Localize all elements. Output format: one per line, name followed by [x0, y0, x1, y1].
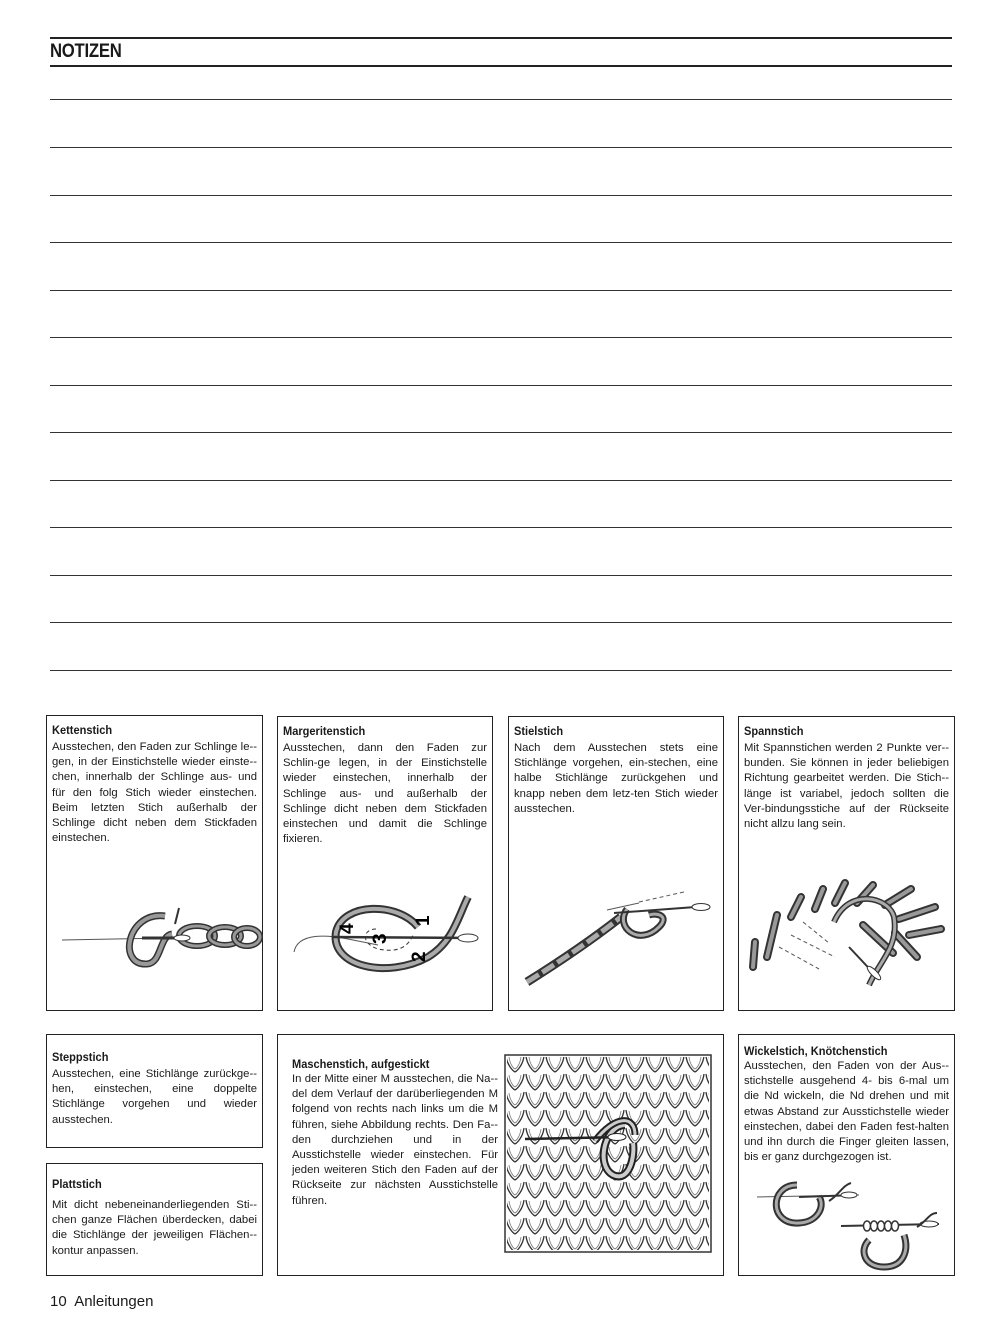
card-maschenstich	[277, 1034, 724, 1276]
card-text: Ausstechen, den Faden von der Aus-stichstelle ausgehend 4- bis 6-mal um die Nd wickeln, die Nd drehen und mit etwas Abstand zur Ausstichstelle wieder einstechen, dabei den Faden fest-halten und ihn durch die Finger gleiten lassen, bis er ganz durchgezogen ist.	[744, 1060, 949, 1164]
card-title: Steppstich	[52, 1050, 109, 1064]
note-line	[50, 290, 952, 291]
card-spannstich	[738, 716, 955, 1011]
page-number: 10	[50, 1293, 67, 1310]
card-title: Wickelstich, Knötchenstich	[744, 1044, 888, 1058]
card-title: Spannstich	[744, 724, 804, 738]
straight-stitch-illustration	[739, 717, 956, 1012]
note-line	[50, 99, 952, 100]
note-line	[50, 147, 952, 148]
card-kettenstich	[46, 715, 263, 1011]
step-label: 4	[337, 923, 358, 934]
page-title: NOTIZEN	[50, 41, 122, 62]
duplicate-stitch-illustration	[505, 1055, 711, 1252]
page-footer	[50, 1293, 153, 1310]
card-text: Mit dicht nebeneinanderliegenden Sti-chen ganze Flächen überdecken, dabei die Stichlänge der jeweiligen Flächen-kontur anpassen.	[52, 1199, 257, 1257]
note-line	[50, 527, 952, 528]
header-bottom-rule	[50, 65, 952, 67]
step-label: 2	[409, 951, 430, 962]
note-line	[50, 242, 952, 243]
note-line	[50, 385, 952, 386]
card-text: Ausstechen, dann den Faden zur Schlin-ge legen, in der Einstichstelle wieder einstechen, innerhalb der Schlinge aus- und außerhalb der Schlinge dicht neben dem Stickfaden einstechen und damit die Schlinge fixieren.	[283, 742, 487, 846]
card-title: Plattstich	[52, 1177, 102, 1191]
card-title: Stielstich	[514, 724, 564, 738]
stem-stitch-illustration	[509, 717, 725, 1012]
card-title: Maschenstich, aufgestickt	[292, 1057, 430, 1071]
card-margeritenstich	[277, 716, 493, 1011]
note-line	[50, 195, 952, 196]
note-line	[50, 670, 952, 671]
note-line	[50, 622, 952, 623]
step-label: 3	[370, 933, 391, 944]
chain-stitch-illustration	[47, 716, 264, 1012]
note-line	[50, 432, 952, 433]
note-line	[50, 337, 952, 338]
card-plattstich	[46, 1163, 263, 1276]
section-name: Anleitungen	[74, 1293, 154, 1310]
card-stielstich	[508, 716, 724, 1011]
header-top-rule	[50, 37, 952, 39]
card-text: In der Mitte einer M ausstechen, die Na-del dem Verlauf der darüberliegenden M folgend von rechts nach links um die M führen, siehe Abbildung rechts. Den Fa-den durchziehen und in der Ausstichstelle wieder einstechen. Für jeden weiteren Stich den Faden auf der Rückseite zur nächsten Ausstichstelle führen.	[292, 1073, 498, 1207]
card-steppstich	[46, 1034, 263, 1148]
note-line	[50, 575, 952, 576]
lazy-daisy-illustration	[278, 717, 494, 1012]
card-text: Mit Spannstichen werden 2 Punkte ver-bunden. Sie können in jeder beliebigen Richtung gearbeitet werden. Die Stich-länge ist variabel, jedoch sollten die Ver-bindungsstiche auf der Rückseite nicht allzu lang sein.	[744, 742, 949, 831]
card-title: Kettenstich	[52, 723, 113, 737]
note-line	[50, 480, 952, 481]
card-text: Ausstechen, eine Stichlänge zurückge-hen, einstechen, eine doppelte Stichlänge vorgehen und wieder ausstechen.	[52, 1068, 257, 1126]
card-text: Ausstechen, den Faden zur Schlinge le-gen, in der Einstichstelle wieder einste-chen, innerhalb der Schlinge aus- und für den folg Stich wieder einstechen. Beim letzten Stich außerhalb der Schlinge dicht neben dem Stickfaden einstechen.	[52, 741, 257, 845]
card-title: Margeritenstich	[283, 724, 366, 738]
french-knot-illustration	[739, 1035, 956, 1277]
card-wickelstich	[738, 1034, 955, 1276]
card-text: Nach dem Ausstechen stets eine Stichlänge vorgehen, ein-stechen, eine halbe Stichlänge zurückgehen und knapp neben dem letz-ten Stich wieder ausstechen.	[514, 742, 718, 815]
step-label: 1	[413, 915, 434, 926]
